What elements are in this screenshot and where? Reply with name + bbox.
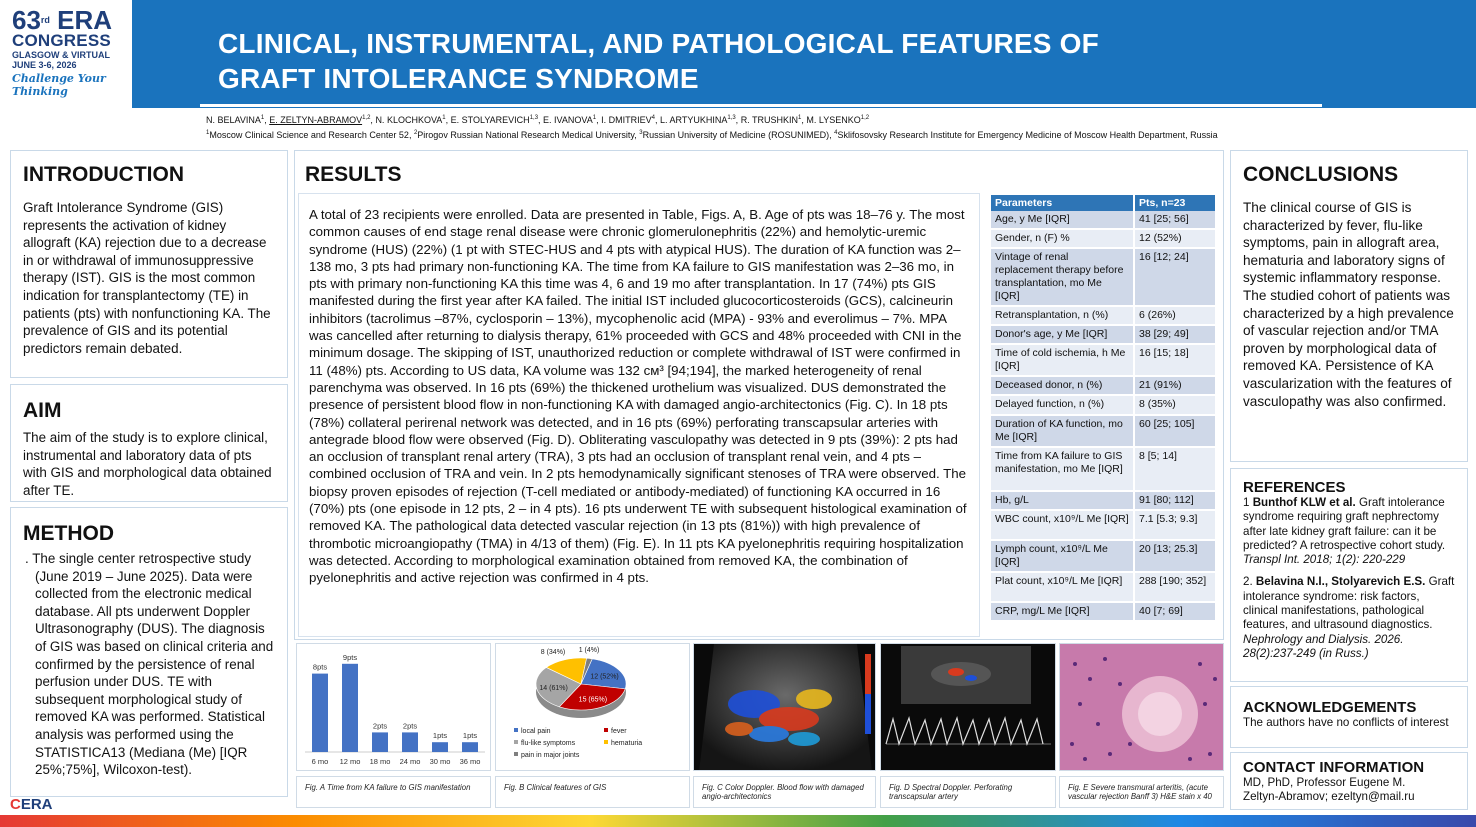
- author-sup: 4: [651, 115, 655, 121]
- bar-24-mo: [402, 732, 418, 752]
- bar-tick-label: 30 mo: [429, 757, 451, 766]
- reference-1: 1 Bunthof KLW et al. Graft intolerance syndrome requiring graft nephrectomy after late kidney graft failure: can it be predicted? A retrospective cohort study. Transpl Int. 2018; 1(2): 220-229: [1243, 496, 1446, 567]
- table-header-parameters: Parameters: [991, 195, 1134, 211]
- bar-data-label: 1pts: [432, 731, 448, 741]
- contact-line1: MD, PhD, Professor Eugene M.: [1243, 776, 1406, 789]
- pie-legend-label: local pain: [521, 728, 551, 735]
- bar-chart-svg: [297, 644, 492, 772]
- table-row: [991, 447, 1216, 491]
- bar-data-label: 2pts: [402, 721, 418, 731]
- pie-data-label: 8 (34%): [540, 649, 566, 656]
- parameters-table: [991, 195, 1217, 622]
- authors-list: N. BELAVINA$^1$, E. ZELTYN-ABRAMOV$^{1,2}$, N. KLOCHKOVA$^1$, E. STOLYAREVICH$^{1,3}$, E. IVANOVA$^1$, I. DMITRIEV$^4$, L. ARTYUKHINA$^{1,3}$, R. TRUSHKIN$^1$, M. LYSENKO$^{1,2}$: [206, 115, 870, 125]
- author-sup: 1,2: [860, 115, 870, 121]
- table-header-pts: Pts, n=23: [1134, 195, 1216, 211]
- bar-tick-label: 12 mo: [339, 757, 361, 766]
- aim-panel: [10, 384, 288, 502]
- table-cell-value: 288 [190; 352]: [1134, 572, 1216, 602]
- table-row: [991, 510, 1216, 540]
- fig-e-histology-image: [1059, 643, 1224, 771]
- header-banner: [0, 0, 1476, 108]
- author-name: R. TRUSHKIN: [740, 115, 799, 125]
- author-sup: 1: [592, 115, 597, 121]
- references-heading: REFERENCES: [1243, 479, 1346, 496]
- logo-tagline: Challenge Your Thinking: [12, 72, 106, 98]
- fig-b-caption: Fig. B Clinical features of GIS: [495, 776, 690, 808]
- bar-tick-label: 6 mo: [311, 757, 329, 766]
- bar-12-mo: [342, 664, 358, 752]
- pie-data-label: 15 (65%): [578, 696, 608, 704]
- poster-title-line1: CLINICAL, INSTRUMENTAL, AND PATHOLOGICAL FEATURES OF: [218, 28, 1099, 59]
- logo-congress: CONGRESS: [12, 31, 111, 50]
- table-body: [991, 211, 1216, 621]
- introduction-text: Graft Intolerance Syndrome (GIS) represents the activation of kidney allograft (KA) rejection due to a decrease in or withdrawal of immunosuppressive therapy (IST). GIS is the most common indication for transplantectomy (TE) in patients (pts) with nonfunctioning KA. The prevalence of GIS and its potential predictors remain debated.: [23, 200, 271, 356]
- pie-legend-swatch: [514, 752, 518, 756]
- author-name: M. LYSENKO: [806, 115, 861, 125]
- affiliation-text: Sklifosovsky Research Institute for Emergency Medicine of Moscow Health Department, Russia: [837, 130, 1218, 140]
- table-cell-value: 8 (35%): [1134, 395, 1216, 415]
- bar-6-mo: [312, 674, 328, 752]
- bar-data-label: 9pts: [342, 652, 358, 662]
- author-sup: 1: [442, 115, 446, 121]
- footer-rainbow-bar: [0, 815, 1476, 827]
- table-cell-value: 38 [29; 49]: [1134, 325, 1216, 344]
- reference-2: 2. Belavina N.I., Stolyarevich E.S. Graft intolerance syndrome: risk factors, clinical manifestations, pathological features, and ultrasound diagnostics. Nephrology and Dialysis. 2026. 28(2):237-249 (in Russ.): [1243, 575, 1455, 660]
- pie-legend-swatch: [604, 728, 608, 732]
- logo-org: ERA: [57, 5, 113, 35]
- affiliation-text: Pirogov Russian National Research Medical University,: [417, 130, 640, 140]
- table-cell-parameter: Deceased donor, n (%): [991, 376, 1134, 395]
- method-heading: METHOD: [23, 522, 114, 545]
- results-text: A total of 23 recipients were enrolled. Data are presented in Table, Figs. A, B. Age of pts was 18–76 y. The most common causes of end stage renal disease were chronic glomerulonephritis (22%) and hemolytic-uremic syndrome (HUS) (22%) (1 pt with STEC-HUS and 4 pts with atypical HUS). The duration of KA function was 2–138 mo, 3 pts had primary non-functioning KA. The time from KA failure to GIS manifestation was 2–36 mo, in pts with primary non-functioning KA this time was 4, 6 and 19 mo after transplantation. In 17 (74%) pts GIS manifested during the first year after KA failed. The initial IST included glucocorticosteroids (GCS), calcineurin inhibitors (tacrolimus –87%, cyclosporin – 13%), mycophenolic acid (MPA) - 93% and everolimus – 7%. MPA was cancelled after returning to dialysis therapy, 61% proceeded with GCS and 48% proceeded with CNI in the minimum dosage. The skipping of IST, unauthorized reduction or complete withdrawal of IST were confirmed in 11 (48%) pts. According to US data, KA volume was 132 см³ [94;194], the marked heterogeneity of renal parenchyma was observed. In 16 pts (69%) the thickened urothelium was visualized. DUS demonstrated the presence of persistent blood flow in non-functioning KA with damaged angio-architectonics (Fig. C). In 18 pts (78%) collateral perirenal network was detected, and in 16 pts (69%) perforating transcapsular arteries with antegrade blood flow were observed (Fig. D). Obliterating vasculopathy was detected in 9 pts (39%): 2 pts had an occlusion of transplant renal artery (TRA), 3 pts had an occlusion of transplant renal vein, and 4 pts – combined occlusion of TRA and vein. In 2 pts hemodynamically significant stenoses of TRA were observed. The biopsy proven episodes of rejection (T-cell mediated or antibody-mediated) of functioning KA occurred in 16 (70%) pts (one episode in 12 pts, 2 – in 4 pts). 16 pts underwent TE with subsequent histological examination of removed KA. The pathological data detected vascular rejection (in 13 pts (81%)) with high prevalence of thrombotic microangiopathy (TMA) in 4/13 of them) (Fig. E). In 11 pts KA pyelonephritis requiring hospitalization was detected. According to morphological examination obtained from removed KA, the combination of pyelonephritis and active rejection was confirmed in 4 pts.: [298, 193, 980, 637]
- logo-sup: rd: [40, 15, 50, 25]
- author-name: E. ZELTYN-ABRAMOV: [269, 115, 363, 125]
- table-cell-value: 16 [12; 24]: [1134, 248, 1216, 306]
- table-cell-value: 60 [25; 105]: [1134, 415, 1216, 447]
- author-name: L. ARTYUKHINA: [659, 115, 728, 125]
- method-text: [23, 550, 275, 779]
- author-sup: 1,2: [362, 115, 371, 121]
- fig-d-caption: Fig. D Spectral Doppler. Perforating transcapsular artery: [880, 776, 1056, 808]
- fig-c-color-doppler-image: [693, 643, 876, 771]
- era-footer-logo: CERA: [10, 796, 53, 813]
- table-row: [991, 540, 1216, 572]
- color-doppler-graphic: [694, 644, 876, 771]
- conclusions-text: The clinical course of GIS is characterized by fever, flu-like symptoms, pain in allograft area, hematuria and laboratory signs of systemic inflammatory response. The studied cohort of patients was characterized by a high prevalence of vascular rejection and/or TMA proven by morphological data of removed KA. Persistence of KA vascularization with the features of vasculopathy was also confirmed.: [1243, 200, 1454, 409]
- era-congress-logo: [0, 0, 132, 108]
- fig-a-caption: Fig. A Time from KA failure to GIS manifestation: [296, 776, 491, 808]
- pie-data-label: 12 (52%): [590, 673, 619, 681]
- pie-data-label: 14 (61%): [539, 685, 568, 693]
- table-cell-value: 12 (52%): [1134, 229, 1216, 248]
- pie-chart-svg: [496, 644, 691, 772]
- introduction-panel: [10, 150, 288, 378]
- table-cell-value: 40 [7; 69]: [1134, 602, 1216, 621]
- table-cell-value: 21 (91%): [1134, 376, 1216, 395]
- author-name: E. IVANOVA: [543, 115, 593, 125]
- table-row: [991, 602, 1216, 621]
- aim-text: The aim of the study is to explore clinical, instrumental and laboratory data of pts with GIS and morphological data obtained after TE.: [23, 430, 272, 498]
- aim-heading: AIM: [23, 399, 62, 422]
- pie-legend-swatch: [514, 728, 518, 732]
- poster-title-line2: GRAFT INTOLERANCE SYNDROME: [218, 63, 699, 94]
- table-cell-value: 20 [13; 25.3]: [1134, 540, 1216, 572]
- table-cell-parameter: Time from KA failure to GIS manifestation, mo Me [IQR]: [991, 447, 1134, 491]
- table-cell-value: 16 [15; 18]: [1134, 344, 1216, 376]
- table-cell-parameter: Retransplantation, n (%): [991, 306, 1134, 325]
- table-cell-parameter: Hb, g/L: [991, 491, 1134, 510]
- table-row: [991, 344, 1216, 376]
- author-sup: 1: [798, 115, 802, 121]
- table-row: [991, 376, 1216, 395]
- pie-legend-swatch: [604, 740, 608, 744]
- table-row: [991, 395, 1216, 415]
- table-cell-value: 6 (26%): [1134, 306, 1216, 325]
- introduction-heading: INTRODUCTION: [23, 163, 184, 186]
- author-sup: 1,3: [727, 115, 736, 121]
- conclusions-panel: [1230, 150, 1468, 462]
- table-cell-parameter: Gender, n (F) %: [991, 229, 1134, 248]
- contact-panel: [1230, 752, 1468, 810]
- fig-c-caption: Fig. C Color Doppler. Blood flow with damaged angio-architectonics: [693, 776, 876, 808]
- author-name: N. KLOCHKOVA: [375, 115, 443, 125]
- author-name: N. BELAVINA: [206, 115, 261, 125]
- table-cell-parameter: Age, y Me [IQR]: [991, 211, 1134, 229]
- fig-a-bar-chart: [296, 643, 491, 771]
- table-row: [991, 229, 1216, 248]
- pie-legend-swatch: [514, 740, 518, 744]
- table-cell-parameter: Lymph count, x10⁹/L Me [IQR]: [991, 540, 1134, 572]
- results-panel: [294, 150, 1224, 640]
- bar-data-label: 2pts: [372, 721, 388, 731]
- affiliations-list: [206, 130, 1218, 140]
- logo-number: 63: [12, 5, 41, 35]
- bar-tick-label: 36 mo: [459, 757, 481, 766]
- table-row: [991, 211, 1216, 229]
- pie-legend-label: hematuria: [611, 740, 643, 747]
- table-cell-parameter: Delayed function, n (%): [991, 395, 1134, 415]
- pie-legend-label: pain in major joints: [521, 752, 580, 759]
- table-cell-parameter: Duration of KA function, mo Me [IQR]: [991, 415, 1134, 447]
- method-panel: [10, 507, 288, 797]
- acknowledgements-panel: [1230, 686, 1468, 748]
- logo-location: GLASGOW & VIRTUAL: [12, 50, 110, 60]
- spectral-doppler-graphic: [881, 644, 1056, 771]
- author-name: E. STOLYAREVICH: [450, 115, 530, 125]
- pie-legend-label: flu-like symptoms: [521, 740, 576, 747]
- author-sup: 1: [260, 115, 265, 121]
- table-cell-parameter: Time of cold ischemia, h Me [IQR]: [991, 344, 1134, 376]
- bar-tick-label: 18 mo: [369, 757, 391, 766]
- affiliation-text: Moscow Clinical Science and Research Center 52,: [209, 130, 414, 140]
- affiliation-sup: 2: [413, 130, 418, 136]
- contact-email[interactable]: Zeltyn-Abramov; ezeltyn@mail.ru: [1243, 790, 1415, 804]
- bar-36-mo: [462, 742, 478, 752]
- bar-data-label: 8pts: [312, 662, 328, 672]
- author-sup: 1,3: [529, 115, 539, 121]
- table-cell-value: 41 [25; 56]: [1134, 211, 1216, 229]
- table-row: [991, 325, 1216, 344]
- fig-b-pie-chart: [495, 643, 690, 771]
- method-body: The single center retrospective study (June 2019 – June 2025). Data were collected from the electronic medical database. All pts underwent Doppler Ultrasonography (DUS). The diagnosis of GIS was based on clinical criteria and confirmed by the persistence of renal perfusion under DUS. TE with subsequent morphological study of removed KA was performed. Statistical analysis was performed using the STATISTICA13 (Mediana (Me) [IQR 25%;75%], Wilcoxon-test).: [32, 551, 274, 778]
- references-panel: [1230, 468, 1468, 682]
- table-cell-value: 91 [80; 112]: [1134, 491, 1216, 510]
- poster-title: [218, 26, 1218, 96]
- table-header-row: [991, 195, 1216, 211]
- table-cell-parameter: Vintage of renal replacement therapy before transplantation, mo Me [IQR]: [991, 248, 1134, 306]
- contact-heading: CONTACT INFORMATION: [1243, 759, 1425, 776]
- bar-30-mo: [432, 742, 448, 752]
- affiliation-sup: 3: [639, 130, 643, 136]
- pie-legend-label: fever: [611, 728, 627, 735]
- logo-dates: JUNE 3-6, 2026: [12, 60, 77, 70]
- table-cell-parameter: Donor's age, y Me [IQR]: [991, 325, 1134, 344]
- table-cell-parameter: Plat count, x10⁹/L Me [IQR]: [991, 572, 1134, 602]
- bar-tick-label: 24 mo: [399, 757, 421, 766]
- pie-data-label: 1 (4%): [578, 647, 600, 654]
- table-row: [991, 415, 1216, 447]
- conclusions-heading: CONCLUSIONS: [1243, 163, 1399, 186]
- histology-graphic: [1060, 644, 1224, 771]
- affiliation-text: Russian University of Medicine (ROSUNIMED),: [642, 130, 835, 140]
- results-heading: RESULTS: [305, 163, 402, 186]
- bar-18-mo: [372, 732, 388, 752]
- table-row: [991, 572, 1216, 602]
- affiliation-sup: 1: [206, 130, 210, 136]
- table-row: [991, 491, 1216, 510]
- acknowledgements-heading: ACKNOWLEDGEMENTS: [1243, 699, 1417, 716]
- bar-data-label: 1pts: [462, 731, 478, 741]
- table-row: [991, 306, 1216, 325]
- affiliation-sup: 4: [834, 130, 838, 136]
- fig-d-spectral-doppler-image: [880, 643, 1056, 771]
- acknowledgements-text: The authors have no conflicts of interest: [1243, 716, 1449, 729]
- author-name: I. DMITRIEV: [601, 115, 652, 125]
- table-cell-parameter: CRP, mg/L Me [IQR]: [991, 602, 1134, 621]
- table-cell-value: 8 [5; 14]: [1134, 447, 1216, 491]
- table-row: [991, 248, 1216, 306]
- title-divider: [200, 104, 1322, 107]
- fig-e-caption: Fig. E Severe transmural arteritis, (acute vascular rejection Banff 3) H&E stain x 40: [1059, 776, 1224, 808]
- method-bullet: .: [25, 551, 33, 566]
- table-cell-parameter: WBC count, x10⁹/L Me [IQR]: [991, 510, 1134, 540]
- table-cell-value: 7.1 [5.3; 9.3]: [1134, 510, 1216, 540]
